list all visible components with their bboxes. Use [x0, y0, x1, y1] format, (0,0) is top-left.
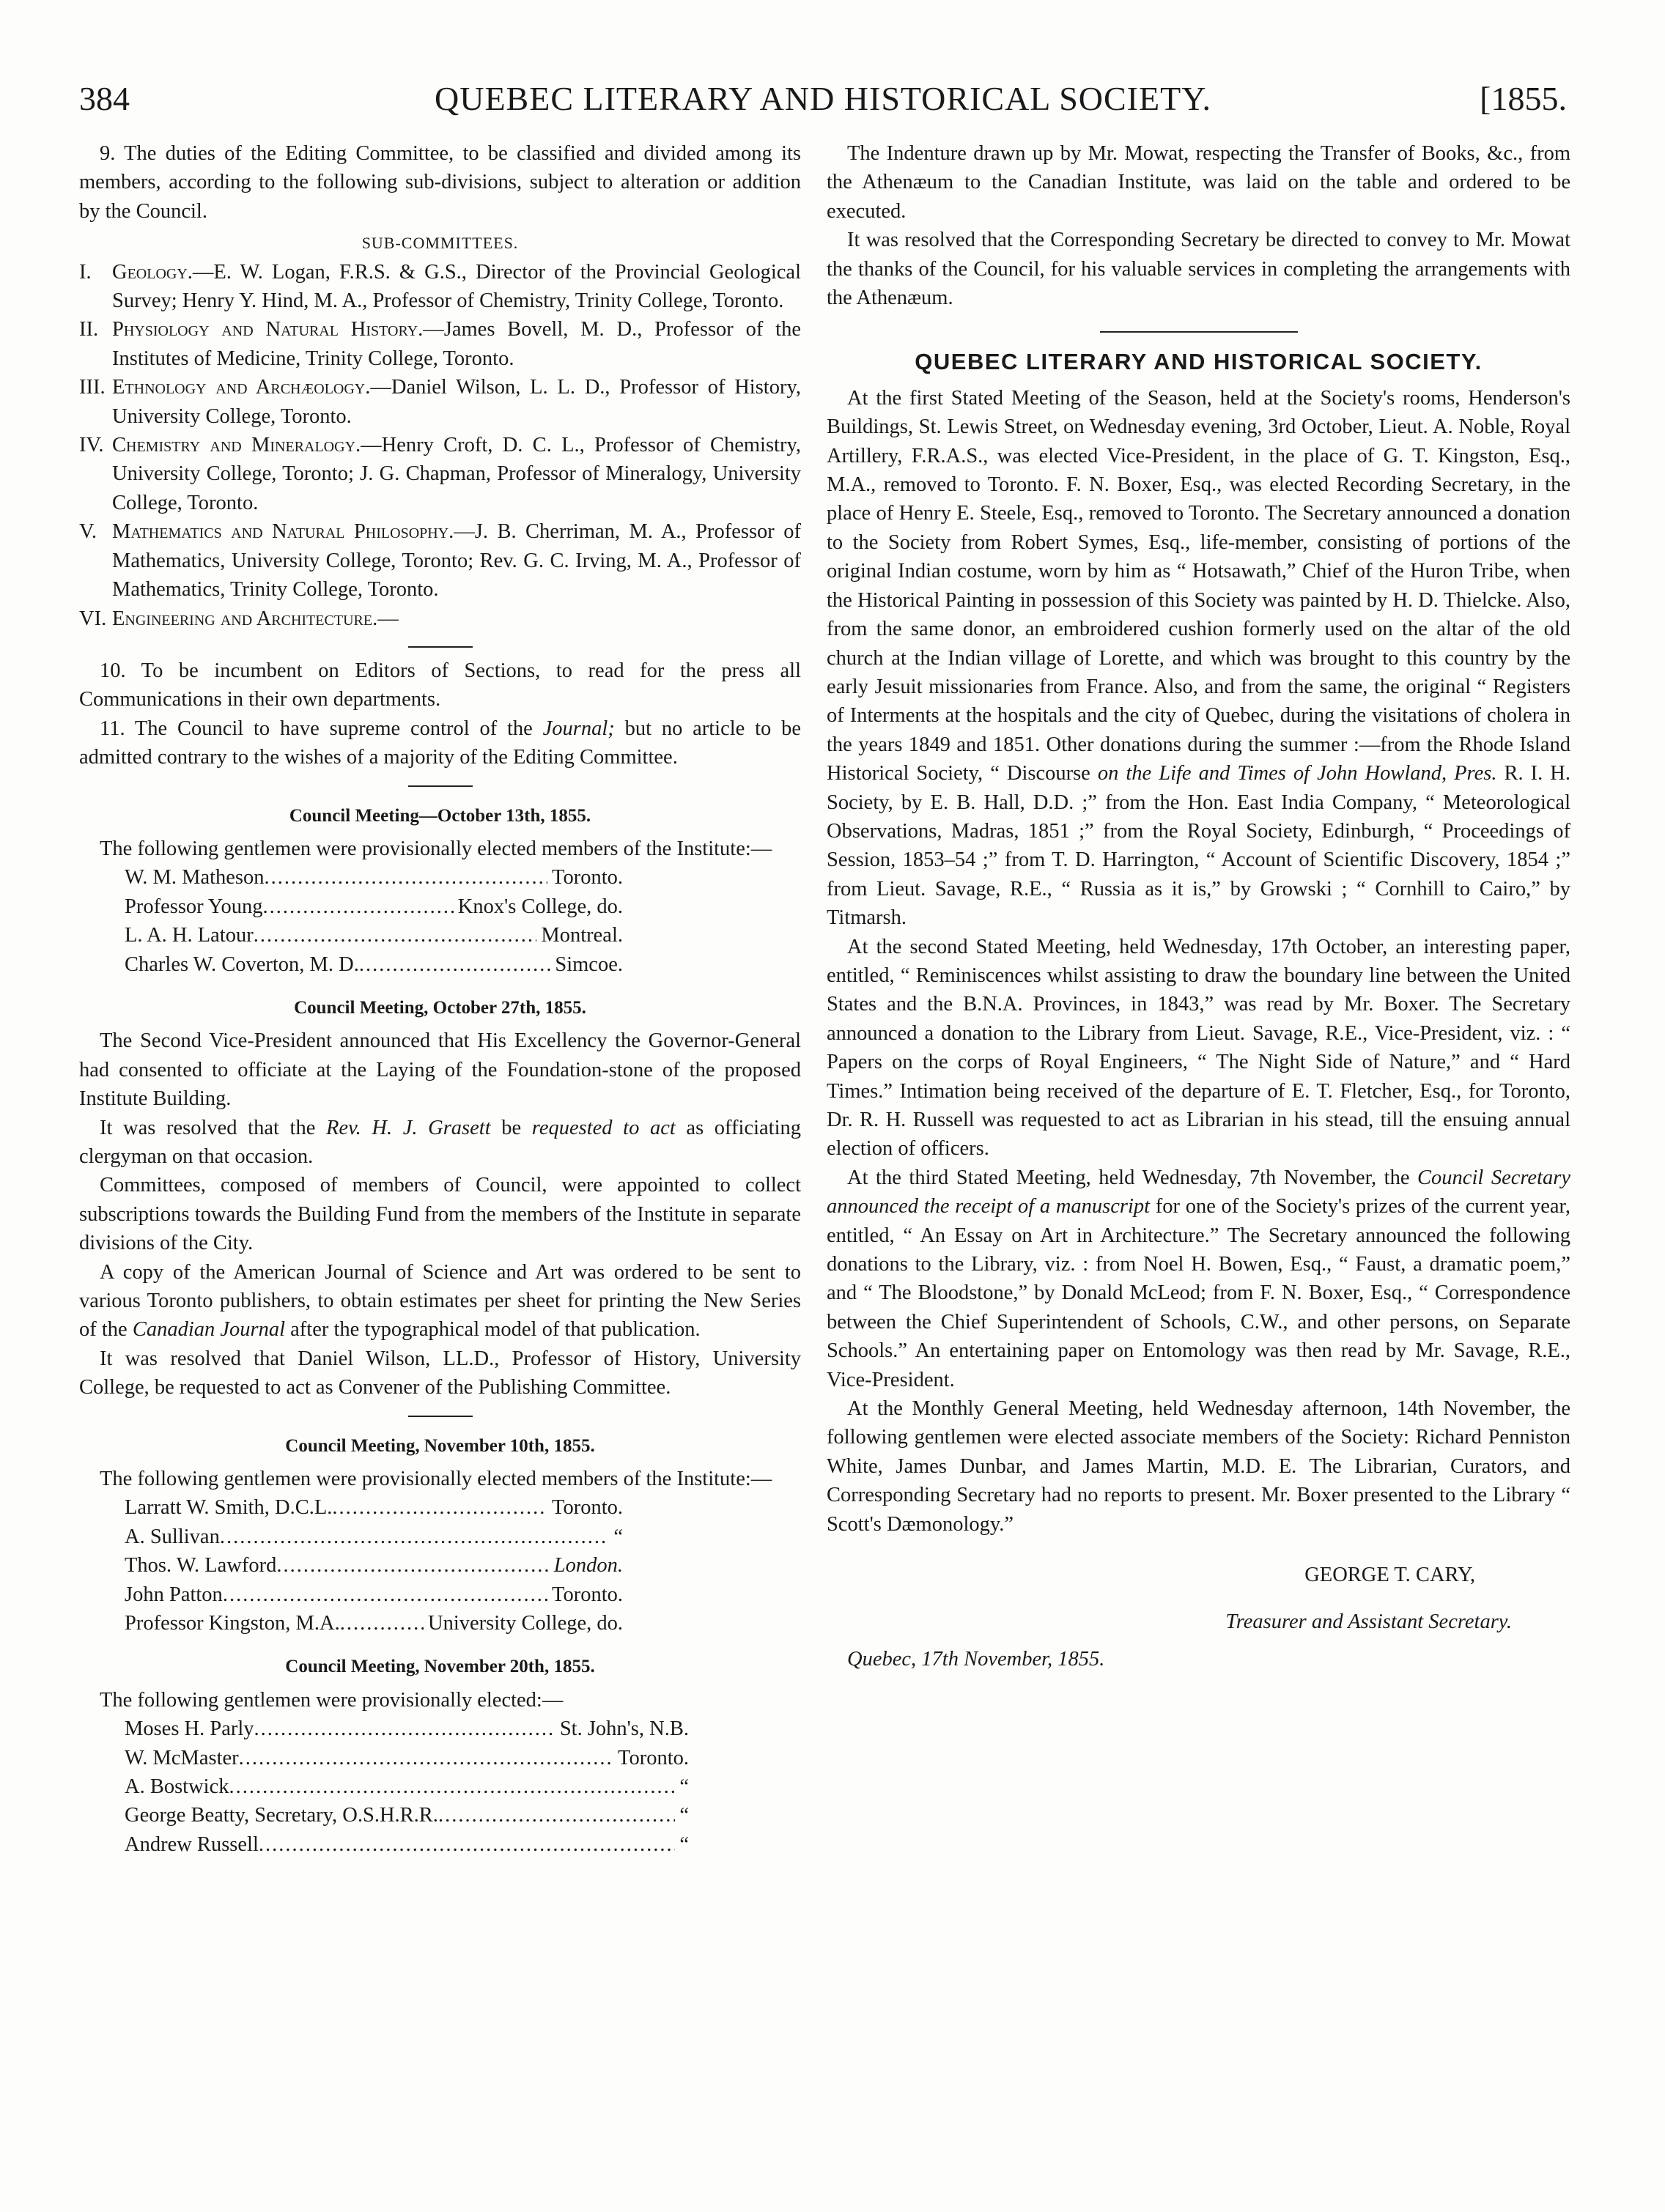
member-row: Professor Young ..... Knox's College, do. — [125, 892, 623, 921]
paragraph: It was resolved that the Rev. H. J. Grasett be requested to act as officiating clergyman on that occasion. — [79, 1116, 801, 1168]
header-year: [1855. — [1480, 80, 1567, 117]
section-divider — [408, 785, 473, 787]
member-list — [125, 1715, 689, 1859]
member-row: Charles W. Coverton, M. D. ..... Simcoe. — [125, 950, 623, 979]
subcommittee-item: IV. Chemistry and Mineralogy.—Henry Croft, D. C. L., Professor of Chemistry, University College, Toronto; J. G. Chapman, Professor of Mineralogy, University College, Toronto. — [79, 434, 801, 514]
member-row: Larratt W. Smith, D.C.L. ..... Toronto. — [125, 1493, 623, 1522]
paragraph: A copy of the American Journal of Science and Art was ordered to be sent to various Toronto publishers, to obtain estimates per sheet for printing the New Series of the Canadian Journal after the typographical model of that publication. — [79, 1260, 801, 1342]
subcommittee-item: II. Physiology and Natural History.—James Bovell, M. D., Professor of the Institutes of Medicine, Trinity College, Toronto. — [79, 318, 802, 370]
meeting-intro: The following gentlemen were provisionally elected members of the Institute:— — [100, 1468, 772, 1490]
member-list — [125, 863, 623, 979]
meeting-heading-oct-27: Council Meeting, October 27th, 1855. — [294, 997, 586, 1018]
section-divider — [408, 1416, 473, 1417]
right-column — [827, 139, 1570, 1673]
page-number: 384 — [79, 80, 130, 117]
member-row: Andrew Russell ..... “ — [125, 1830, 689, 1859]
meeting-heading-nov-10: Council Meeting, November 10th, 1855. — [285, 1435, 595, 1456]
member-row: John Patton ..... Toronto. — [125, 1580, 623, 1609]
member-row: Moses H. Parly ..... St. John's, N.B. — [125, 1715, 689, 1743]
member-row: W. McMaster ..... Toronto. — [125, 1744, 689, 1772]
subcommittees-heading: SUB-COMMITTEES. — [361, 234, 519, 253]
member-row: L. A. H. Latour ..... Montreal. — [125, 921, 623, 950]
section-title: QUEBEC LITERARY AND HISTORICAL SOCIETY. — [915, 349, 1483, 375]
running-title: QUEBEC LITERARY AND HISTORICAL SOCIETY. — [435, 80, 1211, 117]
paragraph: At the second Stated Meeting, held Wednesday, 17th October, an interesting paper, entitled, “ Reminiscences whilst assisting to draw the boundary line between the United States and the B.N.A. Provinces, in 1843,” was read by Mr. Boxer. The Secretary announced a donation to the Library from Lieut. Savage, R.E., Vice-President, viz. : “ Papers on the corps of Royal Engineers, “ The Night Side of Nature,” and “ Hard Times.” Intimation being received of the departure of E. T. Fletcher, Esq., for Toronto, Dr. R. H. Russell was requested to act as Librarian in his stead, till the ensuing annual election of officers. — [827, 935, 1570, 1161]
member-row: W. M. Matheson ..... Toronto. — [125, 863, 623, 892]
item-10: 10. To be incumbent on Editors of Sections, to read for the press all Communications in their own departments. — [79, 659, 801, 711]
member-list — [125, 1493, 623, 1638]
member-row: A. Bostwick ..... “ — [125, 1772, 689, 1801]
paragraph: At the first Stated Meeting of the Season, held at the Society's rooms, Henderson's Buildings, St. Lewis Street, on Wednesday evening, 3rd October, Lieut. A. Noble, Royal Artillery, F.R.A.S., was elected Vice-President, in the place of G. T. Kingston, Esq., M.A., removed to Toronto. F. N. Boxer, Esq., was elected Recording Secretary, in the place of Henry E. Steele, Esq., removed to Toronto. The Secretary announced a donation to the Society from Robert Symes, Esq., life-member, consisting of portions of the original Indian costume, worn by him as “ Hotsawath,” Chief of the Huron Tribe, when the Historical Painting in possession of this Society was painted by H. D. Thielcke. Also, from the same donor, an embroidered cushion formerly used on the altar of the old church at the Indian village of Lorette, and which was brought to this country by the early Jesuit missionaries from France. Also, and from the same, the original “ Registers of Interments at the hospitals and the city of Quebec, during the visitations of cholera in the years 1849 and 1851. Other donations during the summer :—from the Rhode Island Historical Society, “ Discourse on the Life and Times of John Howland, Pres. R. I. H. Society, by E. B. Hall, D.D. ;” from the Hon. East India Company, “ Meteorological Observations, Madras, 1851 ;” from the Royal Society, Edinburgh, “ Proceedings of Session, 1853–54 ;” from T. D. Harrington, “ Account of Scientific Discovery, 1854 ;” from Lieut. Savage, R.E., “ Russia as it is,” by Growski ; “ Cornhill to Cairo,” by Titmarsh. — [827, 386, 1570, 930]
member-row: George Beatty, Secretary, O.S.H.R.R. ..... “ — [125, 1801, 689, 1830]
paragraph: The Second Vice-President announced that His Excellency the Governor-General had consented to officiate at the Laying of the Foundation-stone of the proposed Institute Building. — [79, 1029, 801, 1111]
item-11: 11. The Council to have supreme control of the Journal; but no article to be admitted contrary to the wishes of a majority of the Editing Committee. — [79, 717, 801, 769]
section-divider — [1100, 331, 1298, 333]
paragraph: Committees, composed of members of Council, were appointed to collect subscriptions towards the Building Fund from the members of the Institute in separate divisions of the City. — [79, 1174, 801, 1255]
meeting-heading-oct-13: Council Meeting—October 13th, 1855. — [289, 805, 591, 826]
subcommittee-item: V. Mathematics and Natural Philosophy.—J. B. Cherriman, M. A., Professor of Mathematics, University College, Toronto; Rev. G. C. Irving, M. A., Professor of Mathematics, Trinity College, Toronto. — [79, 520, 801, 602]
closing-date: Quebec, 17th November, 1855. — [847, 1647, 1105, 1671]
subcommittee-item: I. Geology.—E. W. Logan, F.R.S. & G.S., Director of the Provincial Geological Survey; Henry Y. Hind, M. A., Professor of Chemistry, Trinity College, Toronto. — [79, 260, 801, 313]
paragraph: It was resolved that Daniel Wilson, LL.D., Professor of History, University College, be requested to act as Convener of the Publishing Committee. — [79, 1347, 801, 1399]
member-row: Professor Kingston, M.A. ..... University College, do. — [125, 1609, 623, 1638]
signature-name: GEORGE T. CARY, — [1304, 1564, 1475, 1587]
paragraph: At the third Stated Meeting, held Wednesday, 7th November, the Council Secretary announced the receipt of a manuscript for one of the Society's prizes of the current year, entitled, “ An Essay on Art in Architecture.” The Secretary announced the following donations to the Library, viz. : from Noel H. Bowen, Esq., “ Faust, a dramatic poem,” and “ The Bloodstone,” by Donald McLeod; from F. N. Boxer, Esq., “ Correspondence between the Chief Superintendent of Schools, C.W., and other persons, on Separate Schools.” An entertaining paper on Entomology was then read by Mr. Savage, R.E., Vice-President. — [827, 1166, 1570, 1391]
meeting-heading-nov-20: Council Meeting, November 20th, 1855. — [285, 1657, 595, 1677]
page-header — [79, 79, 1567, 123]
item-9: 9. The duties of the Editing Committee, to be classified and divided among its members, according to the following sub-divisions, subject to alteration or addition by the Council. — [79, 142, 801, 223]
paragraph: The Indenture drawn up by Mr. Mowat, respecting the Transfer of Books, &c., from the Athenæum to the Canadian Institute, was laid on the table and ordered to be executed. — [827, 142, 1570, 223]
meeting-intro: The following gentlemen were provisionally elected members of the Institute:— — [100, 837, 772, 860]
section-divider — [408, 646, 473, 648]
paragraph: At the Monthly General Meeting, held Wednesday afternoon, 14th November, the following gentlemen were elected associate members of the Society: Richard Penniston White, James Dunbar, and James Martin, M.D. E. The Librarian, Curators, and Corresponding Secretary had no reports to present. Mr. Boxer presented to the Library “ Scott's Dæmonology.” — [827, 1397, 1570, 1536]
member-row: A. Sullivan ..... “ — [125, 1523, 623, 1551]
signature-title: Treasurer and Assistant Secretary. — [1225, 1610, 1512, 1633]
meeting-intro: The following gentlemen were provisionally elected:— — [100, 1688, 564, 1712]
member-row: Thos. W. Lawford ..... London. — [125, 1551, 623, 1580]
left-column — [79, 139, 801, 1859]
paragraph: It was resolved that the Corresponding Secretary be directed to convey to Mr. Mowat the thanks of the Council, for his valuable services in completing the arrangements with the Athenæum. — [827, 229, 1570, 310]
subcommittee-item: III. Ethnology and Archæology.—Daniel Wilson, L. L. D., Professor of History, University College, Toronto. — [79, 376, 801, 428]
subcommittee-item: VI. Engineering and Architecture.— — [79, 607, 399, 630]
